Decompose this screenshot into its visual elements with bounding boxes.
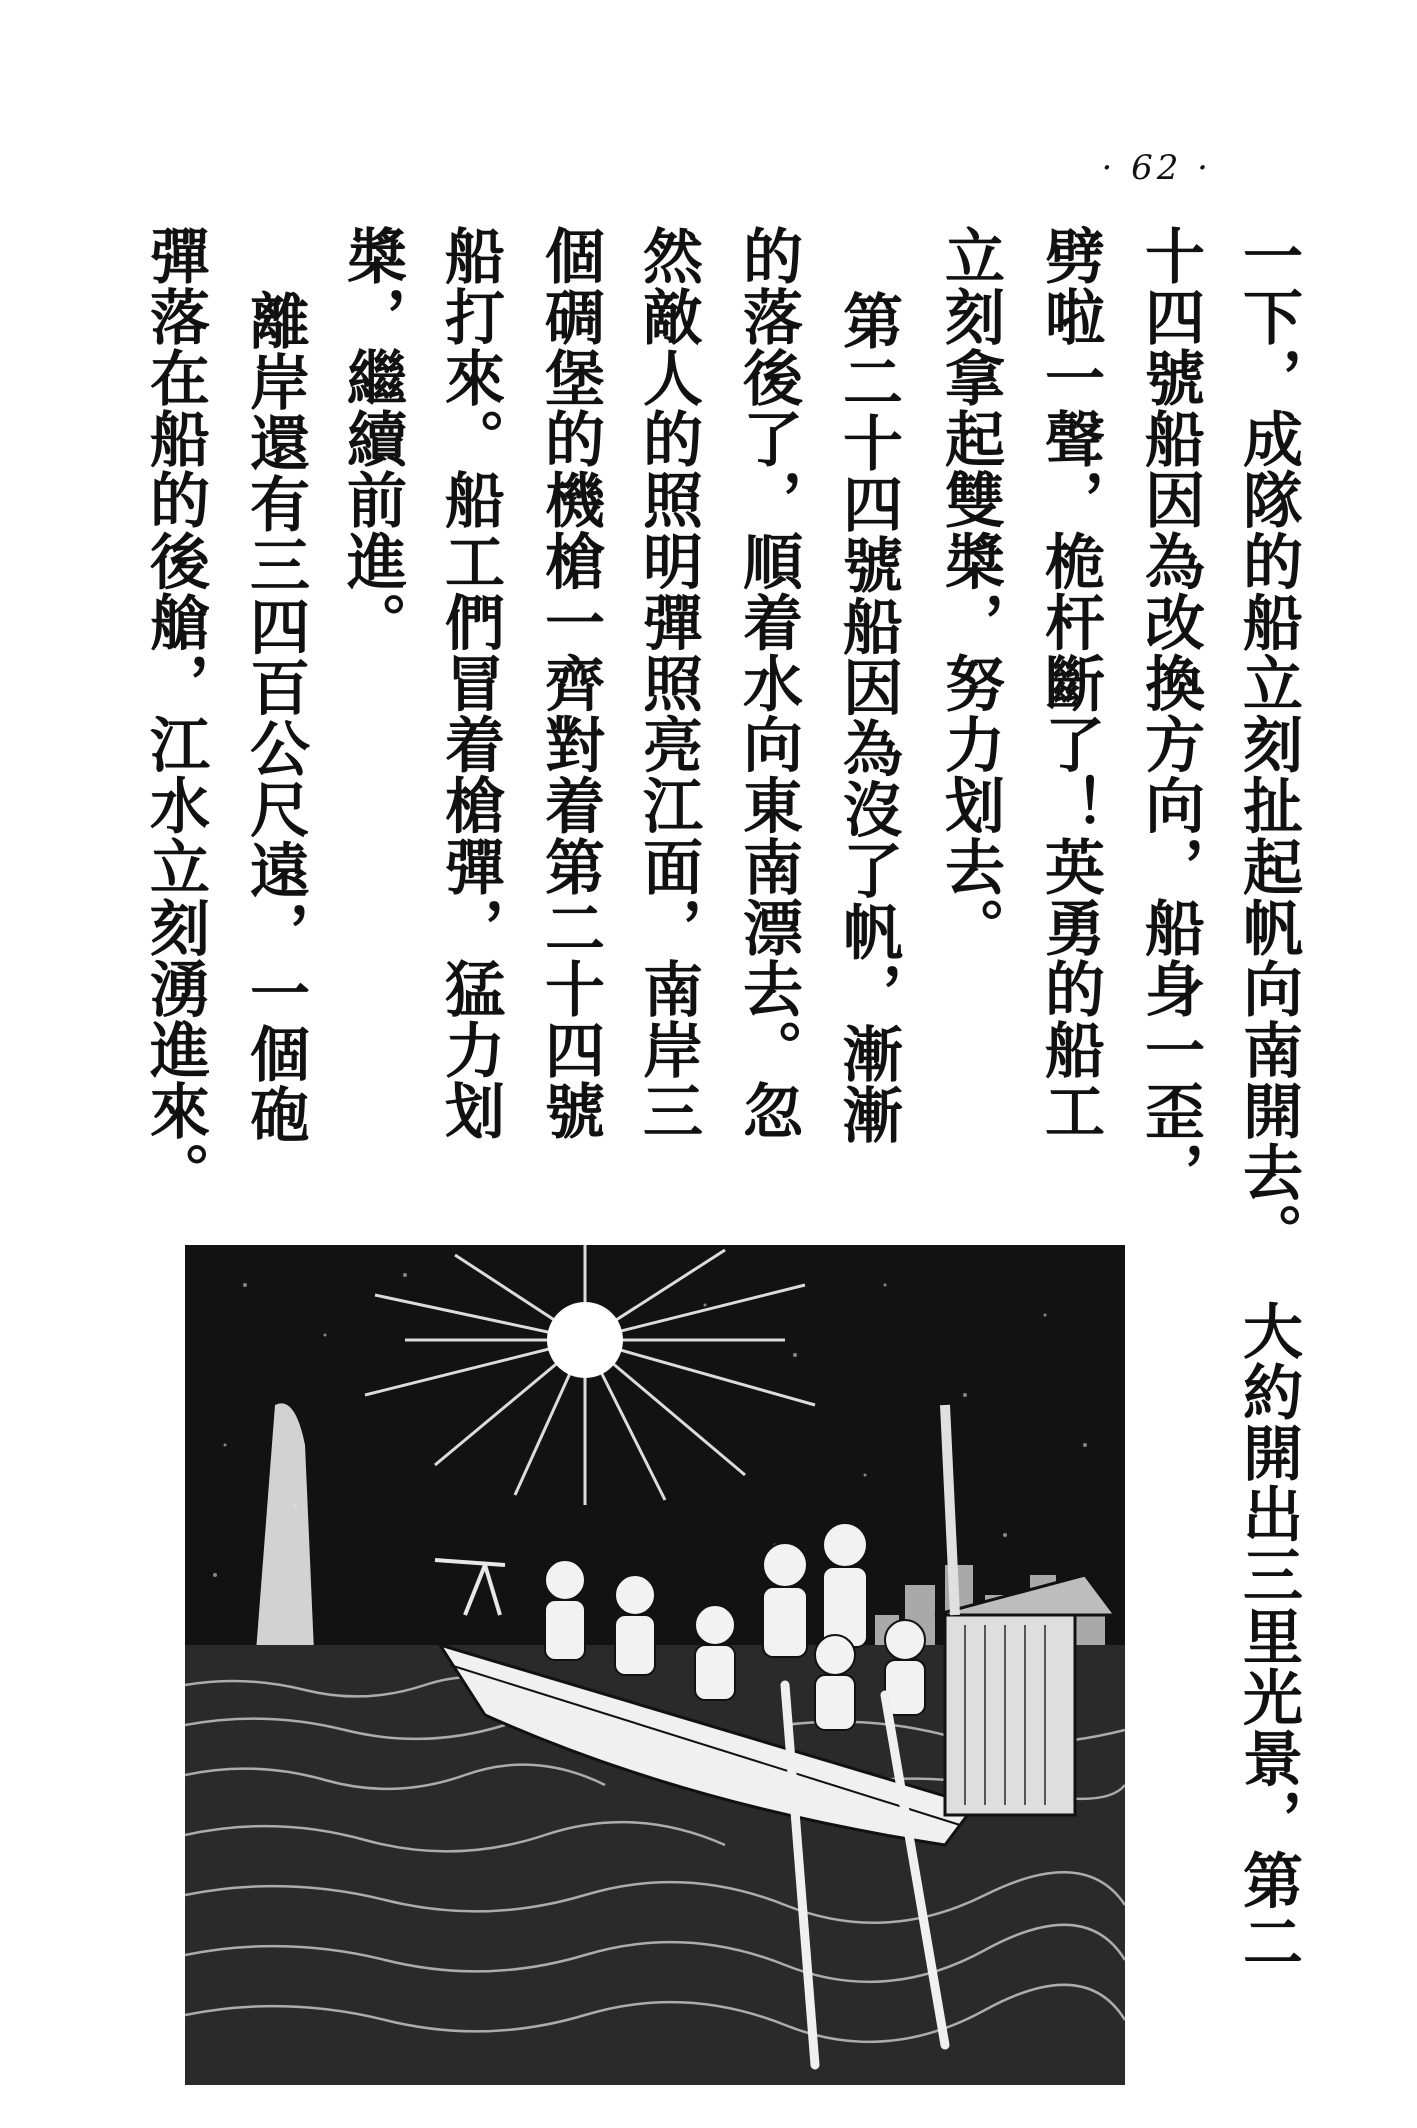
page-number: · 62 ·	[1101, 148, 1212, 188]
boat-night-battle-illustration	[185, 1245, 1125, 2085]
text-column-6: 的落後了，順着水向東南漂去。忽	[733, 225, 803, 1142]
text-column-1a: 一下，成隊的船立刻扯起帆向南開去。	[1233, 225, 1303, 1264]
text-column-10: 槳，繼續前進。	[337, 225, 407, 653]
text-column-3: 劈啦一聲，桅杆斷了！英勇的船工	[1035, 225, 1105, 1142]
text-column-5: 第二十四號船因為沒了帆，漸漸	[833, 290, 903, 1146]
text-column-4: 立刻拿起雙槳，努力划去。	[935, 225, 1005, 959]
text-column-2: 十四號船因為改換方向，船身一歪，	[1135, 225, 1205, 1203]
text-column-11: 離岸還有三四百公尺遠，一個砲	[240, 290, 310, 1146]
illustration-svg	[185, 1245, 1125, 2085]
text-column-12: 彈落在船的後艙，江水立刻湧進來。	[140, 225, 210, 1203]
text-column-7: 然敵人的照明彈照亮江面，南岸三	[633, 225, 703, 1142]
text-column-8: 個碉堡的機槍一齊對着第二十四號	[535, 225, 605, 1142]
text-column-1b: 大約開出三里光景，第二	[1233, 1300, 1303, 1973]
text-column-9: 船打來。船工們冒着槍彈，猛力划	[435, 225, 505, 1142]
